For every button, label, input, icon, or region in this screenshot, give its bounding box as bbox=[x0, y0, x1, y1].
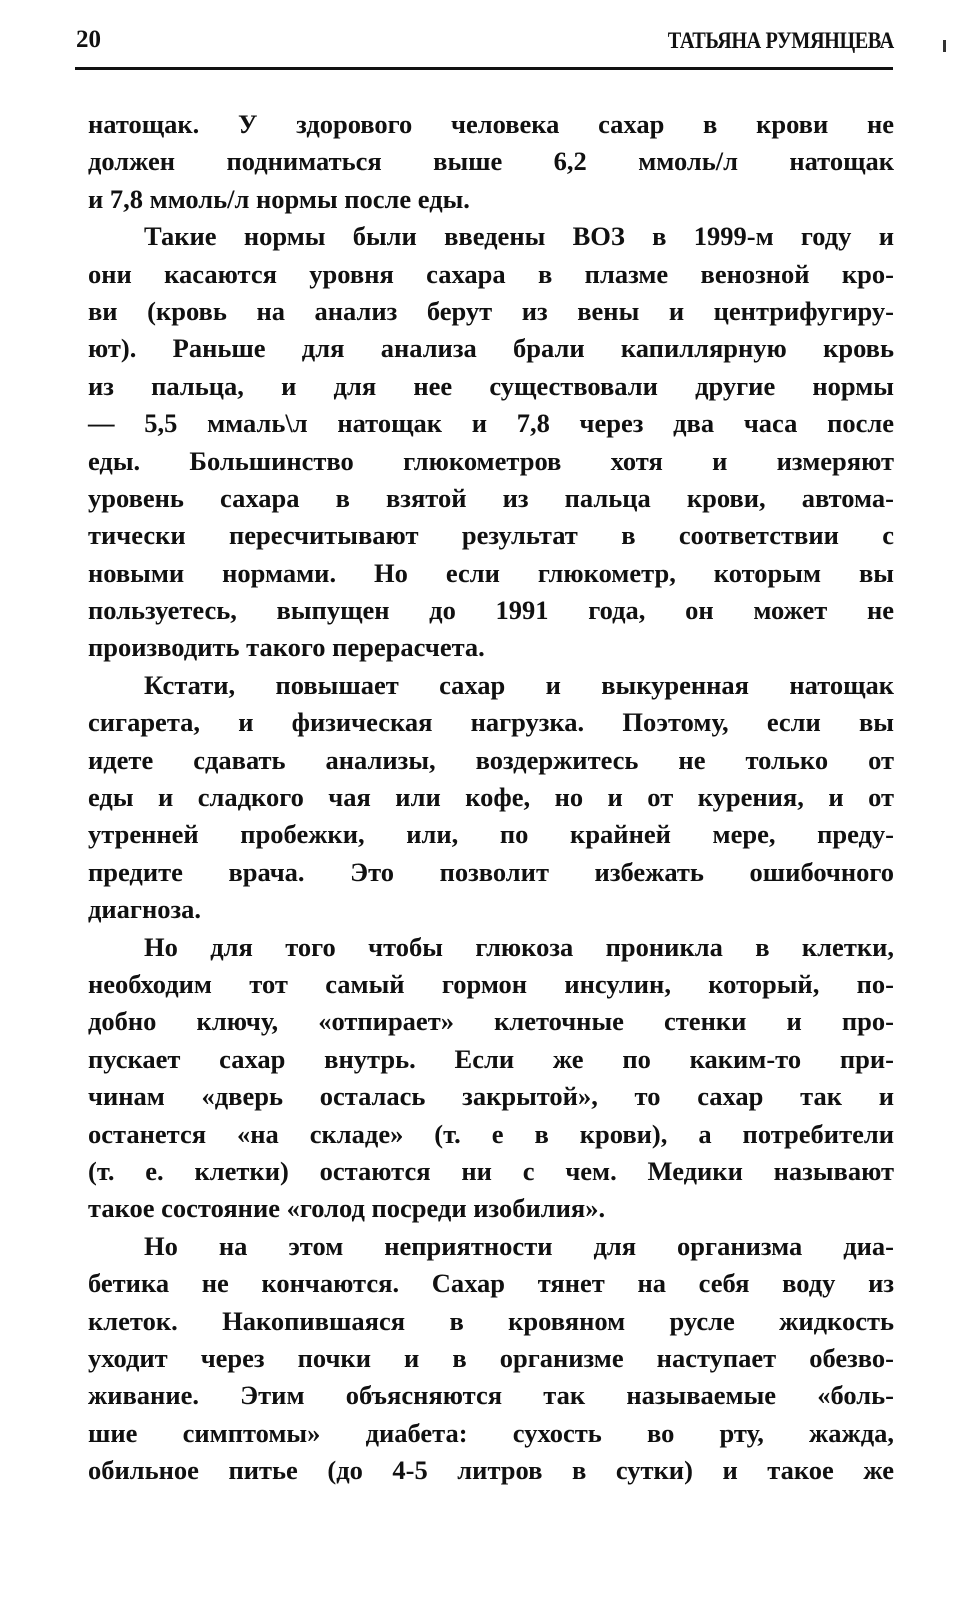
header-rule bbox=[75, 67, 893, 70]
text-line: (т. е. клетки) остаются ни с чем. Медики называют bbox=[88, 1155, 894, 1186]
text-line: такое состояние «голод посреди изобилия». bbox=[88, 1193, 606, 1224]
text-line: уходит через почки и в организме наступает обезво- bbox=[88, 1342, 894, 1373]
text-line: из пальца, и для нее существовали другие нормы bbox=[88, 370, 894, 401]
text-line: предите врача. Это позволит избежать ошибочного bbox=[88, 856, 894, 887]
text-line: Но на этом неприятности для организма диа- bbox=[144, 1230, 894, 1261]
text-line: натощак. У здорового человека сахар в крови не bbox=[88, 109, 894, 139]
text-line: они касаются уровня сахара в плазме венозной кро- bbox=[88, 258, 894, 289]
text-line: бетика не кончаются. Сахар тянет на себя воду из bbox=[88, 1268, 894, 1299]
text-line: ют). Раньше для анализа брали капиллярную кровь bbox=[88, 333, 894, 364]
text-line: еды. Большинство глюкометров хотя и измеряют bbox=[88, 445, 894, 476]
text-line: и 7,8 ммоль/л нормы после еды. bbox=[88, 183, 470, 214]
text-line: живание. Этим объясняются так называемые «боль- bbox=[88, 1380, 894, 1411]
running-title-author: ТАТЬЯНА РУМЯНЦЕВА bbox=[668, 28, 894, 53]
scan-mark bbox=[943, 40, 946, 52]
text-line: пользуетесь, выпущен до 1991 года, он может не bbox=[88, 595, 894, 626]
text-line: новыми нормами. Но если глюкометр, которым вы bbox=[88, 557, 894, 588]
text-line: еды и сладкого чая или кофе, но и от курения, и от bbox=[88, 782, 894, 813]
text-line: Такие нормы были введены ВОЗ в 1999-м году и bbox=[144, 221, 894, 252]
text-line: обильное питье (до 4-5 литров в сутки) и такое же bbox=[88, 1455, 894, 1486]
paragraph bbox=[88, 218, 894, 667]
text-line: ви (кровь на анализ берут из вены и центрифугиру- bbox=[88, 295, 894, 326]
text-line: добно ключу, «отпирает» клеточные стенки и про- bbox=[88, 1006, 894, 1037]
paragraph bbox=[88, 1228, 894, 1490]
text-line: тически пересчитывают результат в соответствии с bbox=[88, 520, 894, 551]
text-line: шие симптомы» диабета: сухость во рту, жажда, bbox=[88, 1417, 894, 1448]
text-line: останется «на складе» (т. е в крови), а потребители bbox=[88, 1118, 894, 1149]
text-line: производить такого перерасчета. bbox=[88, 632, 485, 663]
text-line: Но для того чтобы глюкоза проникла в клетки, bbox=[144, 931, 894, 962]
text-line: необходим тот самый гормон инсулин, который, по- bbox=[88, 968, 894, 999]
text-line: сигарета, и физическая нагрузка. Поэтому, если вы bbox=[88, 707, 894, 738]
text-line: диагноза. bbox=[88, 894, 202, 925]
text-line: клеток. Накопившаяся в кровяном русле жидкость bbox=[88, 1305, 894, 1336]
page-number: 20 bbox=[76, 26, 101, 53]
text-line: Кстати, повышает сахар и выкуренная натощак bbox=[144, 669, 894, 700]
text-line: должен подниматься выше 6,2 ммоль/л натощак bbox=[88, 146, 894, 177]
text-line: идете сдавать анализы, воздержитесь не только от bbox=[88, 744, 894, 775]
body-text bbox=[88, 106, 894, 1489]
text-line: уровень сахара в взятой из пальца крови, автома- bbox=[88, 482, 894, 513]
text-line: утренней пробежки, или, по крайней мере, преду- bbox=[88, 819, 894, 850]
text-line: чинам «дверь осталась закрытой», то сахар так и bbox=[88, 1081, 894, 1112]
text-line: — 5,5 ммаль\л натощак и 7,8 через два часа после bbox=[88, 408, 894, 439]
paragraph bbox=[88, 667, 894, 929]
text-line: пускает сахар внутрь. Если же по каким-то при- bbox=[88, 1043, 894, 1074]
paragraph bbox=[88, 929, 894, 1228]
paragraph bbox=[88, 106, 894, 218]
